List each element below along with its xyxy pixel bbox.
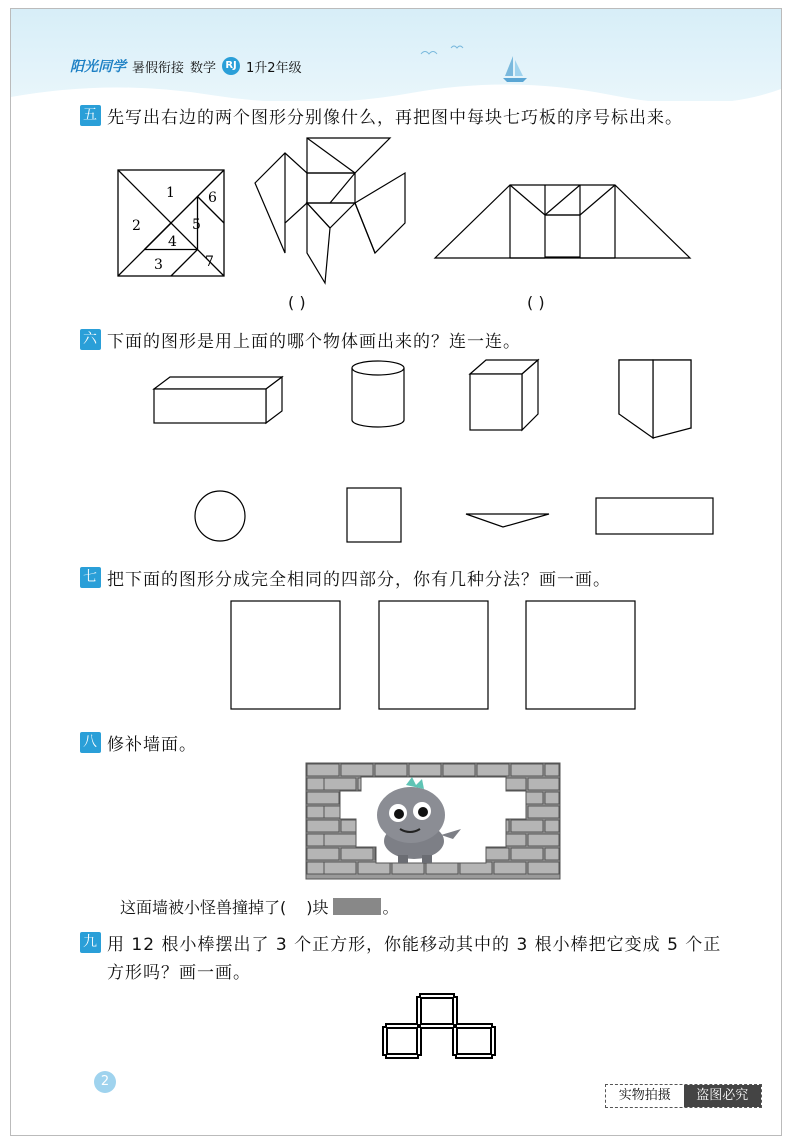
wall-brick [307,792,339,804]
wall-brick [511,848,543,860]
question-number: 八 [80,732,101,753]
cube-object [468,358,540,432]
wall-answer-line [120,895,399,918]
question-number: 九 [80,932,101,953]
triangular-prism-object [617,358,693,438]
question-text: 修补墙面。 [107,735,197,755]
cuboid-object [152,375,284,425]
question-text: 先写出右边的两个图形分别像什么，再把图中每块七巧板的序号标出来。 [107,108,683,128]
wall-brick [324,834,356,846]
brick-wall [306,763,560,879]
divide-square-2[interactable] [378,600,490,710]
question-text: 用 12 根小棒摆出了 3 个正方形，你能移动其中的 3 根小棒把它变成 5 个正 [107,935,722,955]
wall-brick [494,862,526,874]
page-header [70,56,302,76]
wall-brick [409,764,441,776]
tangram-label-2: 2 [132,218,141,234]
tangram-label-3: 3 [154,257,163,273]
wall-brick [545,764,559,776]
wall-brick [341,764,373,776]
square-shape [346,487,402,543]
tangram-label-7: 7 [205,254,214,270]
wall-brick [443,764,475,776]
grade-label: 1升2年级 [246,60,302,76]
answer-paren-2[interactable]: ( ) [527,293,545,312]
wall-brick [307,848,339,860]
wall-brick [426,862,458,874]
series-label: 暑假衔接 [132,60,185,76]
page-number: 2 [94,1071,116,1093]
cylinder-object [350,360,406,428]
tangram-label-6: 6 [208,190,217,206]
wall-brick [545,848,559,860]
matchstick-figure [383,992,495,1058]
tangram-label-5: 5 [192,217,201,233]
stamp-real-photo: 实物拍摄 [606,1085,684,1107]
wall-brick [528,778,559,790]
wall-brick [375,764,407,776]
tangram-label-1: 1 [166,185,175,201]
question-number: 五 [80,105,101,126]
brick-icon [333,898,381,915]
question-6 [80,327,521,352]
answer-mid: )块 [306,898,329,917]
question-9-line2: 方形吗？画一画。 [107,963,251,983]
wall-brick [545,792,559,804]
question-8 [80,730,197,755]
question-7 [80,565,611,590]
tangram-house-figure [435,183,690,261]
divide-square-1[interactable] [230,600,342,710]
triangle-shape [465,511,550,529]
sailboat-icon [501,54,531,84]
question-number: 七 [80,567,101,588]
wall-brick [545,820,559,832]
answer-prefix: 这面墙被小怪兽撞掉了( [120,898,287,917]
stamp-copyright: 盗图必究 [684,1085,762,1107]
answer-suffix: 。 [382,898,399,917]
question-number: 六 [80,329,101,350]
tangram-fish-figure [255,133,405,283]
wall-brick [528,834,559,846]
wall-brick [358,862,390,874]
wall-brick [460,862,492,874]
wall-brick [477,764,509,776]
edition-badge: RJ [222,57,240,75]
wall-brick [341,848,373,860]
wall-brick [324,778,356,790]
wall-brick [307,820,339,832]
question-9 [80,930,721,955]
photo-stamp [605,1084,762,1108]
question-text: 把下面的图形分成完全相同的四部分，你有几种分法？画一画。 [107,570,611,590]
birds-icon [421,44,481,64]
answer-paren-1[interactable]: ( ) [288,293,306,312]
wall-brick [307,764,339,776]
divide-square-3[interactable] [525,600,637,710]
question-text: 下面的图形是用上面的哪个物体画出来的？连一连。 [107,332,521,352]
brand-logo: 阳光同学 [70,59,126,75]
question-5 [80,103,683,128]
wall-brick [528,806,559,818]
tangram-square [118,170,224,276]
wall-brick [528,862,559,874]
rectangle-shape [595,497,715,535]
wall-brick [511,764,543,776]
subject-label: 数学 [190,60,217,76]
wall-brick [324,862,356,874]
tangram-label-4: 4 [168,234,177,250]
circle-shape [194,490,246,542]
wall-brick [392,862,424,874]
wall-brick [511,820,543,832]
